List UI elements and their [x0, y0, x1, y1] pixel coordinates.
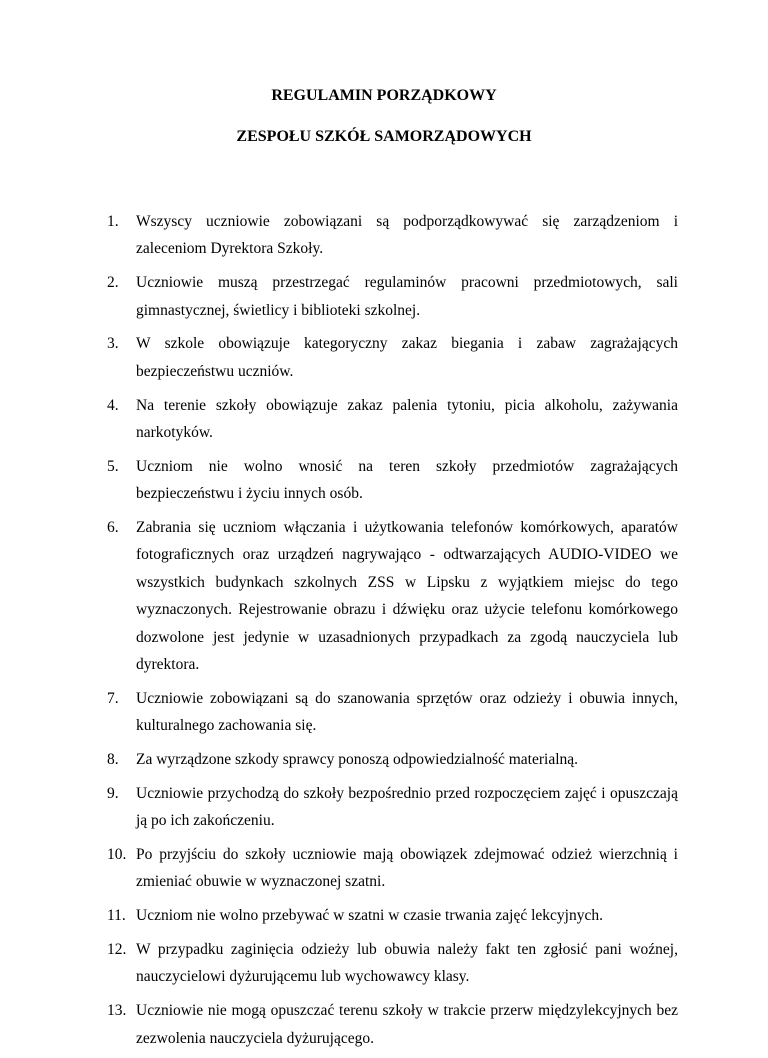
rule-number: 11. [107, 907, 126, 925]
rule-number: 6. [107, 519, 119, 537]
rule-item [107, 936, 678, 991]
rule-text: W przypadku zaginięcia odzieży lub obuwia należy fakt ten zgłosić pani woźnej, nauczycielowi dyżurującemu lub wychowawcy klasy. [136, 941, 678, 986]
rule-text: Zabrania się uczniom włączania i użytkowania telefonów komórkowych, aparatów fotograficznych oraz urządzeń nagrywająco - odtwarzających AUDIO-VIDEO we wszystkich budynkach szkolnych ZSS w Lipsku z wyjątkiem miejsc do tego wyznaczonych. Rejestrowanie obrazu i dźwięku oraz użycie telefonu komórkowego dozwolone jest jedynie w uzasadnionych przypadkach za zgodą nauczyciela lub dyrektora. [136, 519, 678, 674]
rule-number: 12. [107, 941, 127, 959]
rule-item [107, 746, 678, 773]
rule-item [107, 453, 678, 508]
rule-number: 1. [107, 213, 119, 230]
rule-item [107, 392, 678, 447]
rule-item [107, 997, 678, 1052]
rule-text: Na terenie szkoły obowiązuje zakaz palenia tytoniu, picia alkoholu, zażywania narkotyków. [136, 396, 678, 442]
rule-item [107, 685, 678, 740]
rule-item [107, 514, 678, 678]
rule-item [107, 208, 678, 263]
rule-number: 13. [107, 1002, 127, 1020]
rule-item [107, 269, 678, 324]
rule-text: Uczniowie przychodzą do szkoły bezpośrednio przed rozpoczęciem zajęć i opuszczają ją po ich zakończeniu. [136, 784, 678, 830]
rule-number: 7. [107, 689, 119, 707]
rule-number: 2. [107, 274, 119, 292]
rule-number: 9. [107, 784, 119, 802]
rule-text: Wszyscy uczniowie zobowiązani są podporządkowywać się zarządzeniom i zaleceniom Dyrektora Szkoły. [136, 213, 678, 258]
rule-item [107, 902, 678, 929]
document-title: REGULAMIN PORZĄDKOWY [271, 87, 497, 104]
rule-item [107, 780, 678, 835]
rule-number: 8. [107, 751, 119, 769]
rule-text: Uczniowie muszą przestrzegać regulaminów pracowni przedmiotowych, sali gimnastycznej, świetlicy i biblioteki szkolnej. [136, 274, 678, 319]
rule-text: Uczniowie zobowiązani są do szanowania sprzętów oraz odzieży i obuwia innych, kulturalnego zachowania się. [136, 689, 678, 735]
document-subtitle: ZESPOŁU SZKÓŁ SAMORZĄDOWYCH [236, 128, 532, 145]
rule-number: 3. [107, 335, 119, 353]
rule-number: 4. [107, 396, 119, 414]
rule-text: Uczniom nie wolno wnosić na teren szkoły przedmiotów zagrażających bezpieczeństwu i życiu innych osób. [136, 457, 678, 503]
rule-item [107, 330, 678, 385]
rule-text: Po przyjściu do szkoły uczniowie mają obowiązek zdejmować odzież wierzchnią i zmieniać obuwie w wyznaczonej szatni. [136, 846, 678, 891]
rule-item [107, 841, 678, 896]
rule-number: 10. [107, 846, 127, 864]
rule-number: 5. [107, 457, 119, 475]
rule-text: Za wyrządzone szkody sprawcy ponoszą odpowiedzialność materialną. [136, 751, 579, 769]
rule-text: Uczniom nie wolno przebywać w szatni w czasie trwania zajęć lekcyjnych. [136, 907, 603, 925]
rule-text: Uczniowie nie mogą opuszczać terenu szkoły w trakcie przerw międzylekcyjnych bez zezwolenia nauczyciela dyżurującego. [136, 1002, 678, 1047]
rules-list [107, 208, 678, 1058]
rule-text: W szkole obowiązuje kategoryczny zakaz biegania i zabaw zagrażających bezpieczeństwu uczniów. [136, 335, 678, 380]
